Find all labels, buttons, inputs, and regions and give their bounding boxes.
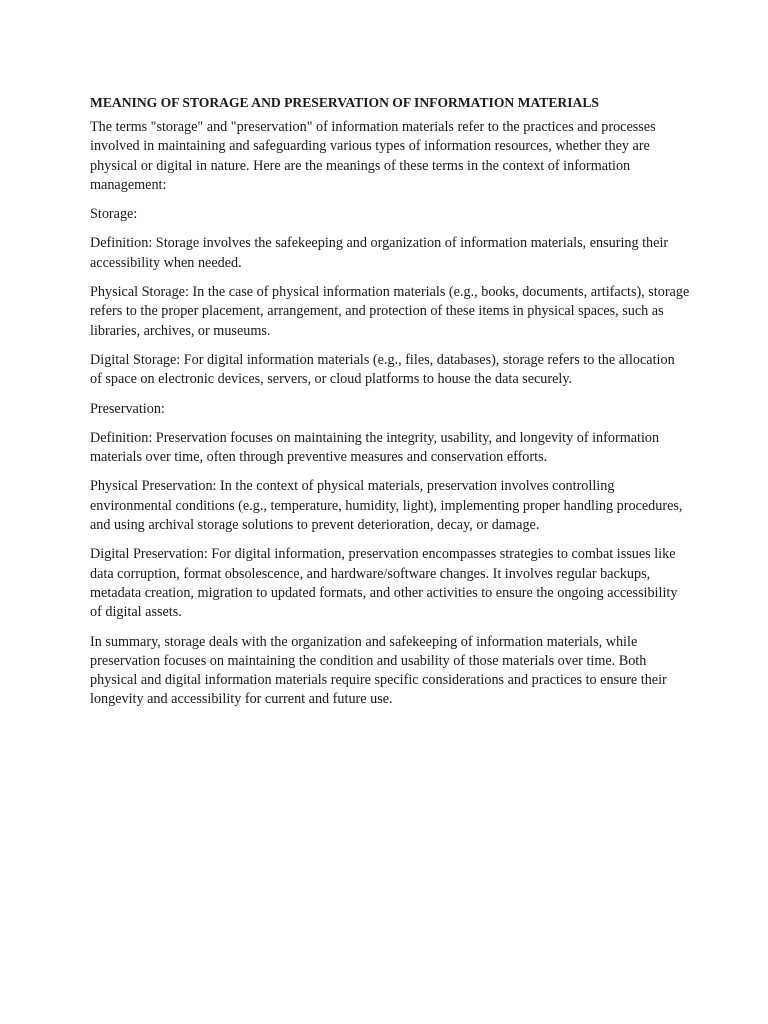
- document-title: MEANING OF STORAGE AND PRESERVATION OF INFORMATION MATERIALS: [90, 95, 599, 110]
- digital-storage-paragraph: Digital Storage: For digital information materials (e.g., files, databases), storage refers to the allocation of space on electronic devices, servers, or cloud platforms to house the data securely.: [90, 351, 675, 388]
- storage-definition-paragraph: Definition: Storage involves the safekeeping and organization of information materials, ensuring their accessibility when needed.: [90, 235, 669, 271]
- preservation-heading: Preservation:: [90, 400, 165, 417]
- physical-storage-paragraph: Physical Storage: In the case of physical information materials (e.g., books, documents, artifacts), storage refers to the proper placement, arrangement, and protection of these items in physical spaces, such as libraries, archives, or museums.: [90, 284, 690, 339]
- summary-paragraph: In summary, storage deals with the organization and safekeeping of information materials, while preservation focuses on maintaining the condition and usability of those materials over time. Both physical and digital information materials require specific considerations and practices to ensure their longevity and accessibility for current and future use.: [90, 633, 667, 708]
- physical-preservation-paragraph: Physical Preservation: In the context of physical materials, preservation involves controlling environmental conditions (e.g., temperature, humidity, light), implementing proper handling procedures, and using archival storage solutions to prevent deterioration, decay, or damage.: [90, 478, 683, 534]
- storage-heading: Storage:: [90, 206, 138, 223]
- digital-preservation-paragraph: Digital Preservation: For digital information, preservation encompasses strategies to combat issues like data corruption, format obsolescence, and hardware/software changes. It involves regular backups, metadata creation, migration to updated formats, and other activities to ensure the ongoing accessibility of digital assets.: [90, 546, 678, 621]
- preservation-definition-paragraph: Definition: Preservation focuses on maintaining the integrity, usability, and longevity of information materials over time, often through preventive measures and conservation efforts.: [90, 429, 660, 466]
- intro-paragraph: The terms "storage" and "preservation" of information materials refer to the practices and processes involved in maintaining and safeguarding various types of information resources, whether they are physical or digital in nature. Here are the meanings of these terms in the context of information management:: [90, 119, 656, 193]
- document-body: [90, 93, 690, 720]
